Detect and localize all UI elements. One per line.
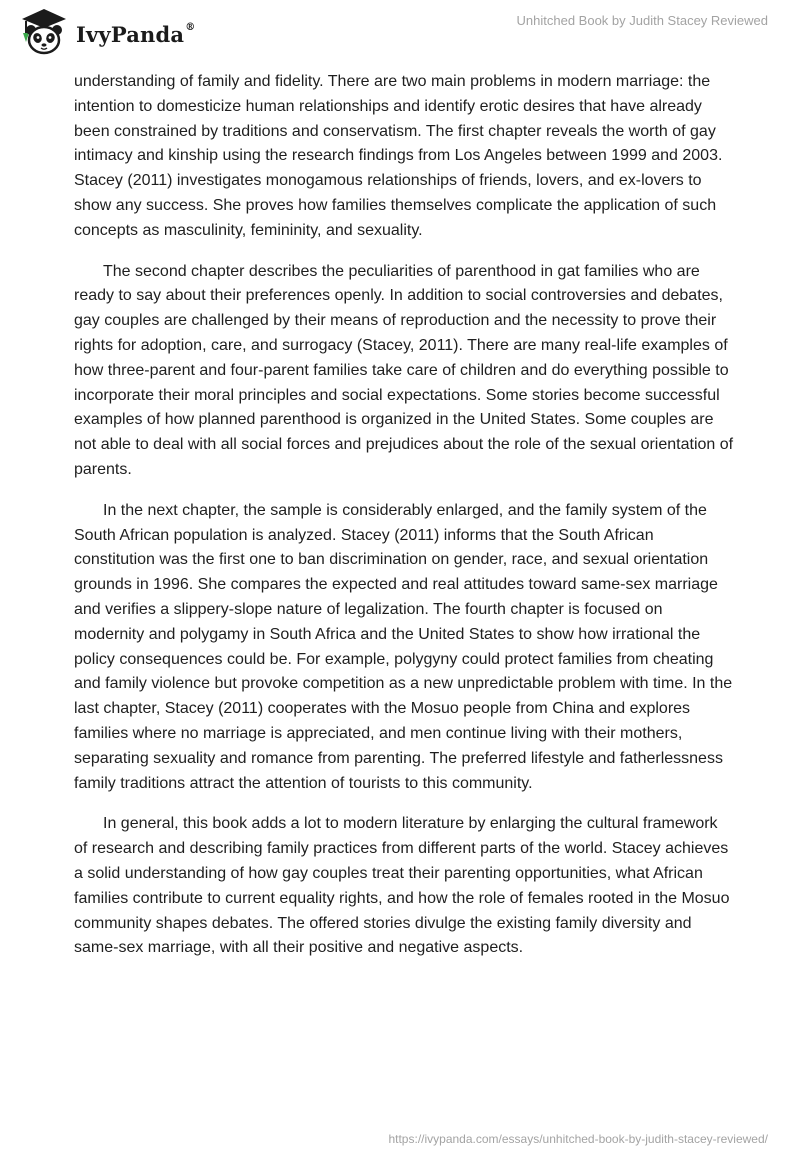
brand-name: IvyPanda® <box>76 21 196 47</box>
source-url[interactable]: https://ivypanda.com/essays/unhitched-book-by-judith-stacey-reviewed/ <box>388 1132 768 1146</box>
paragraph-4: In general, this book adds a lot to modern literature by enlarging the cultural framework of research and describing family practices from different parts of the world. Stacey achieves a solid understanding of how gay couples treat their parenting opportunities, what African families contribute to current equality rights, and how the role of females rooted in the Mosuo community shapes debates. The offered stories divulge the existing family diversity and same-sex marriage, with all their positive and negative aspects. <box>74 815 730 957</box>
paragraph-2: The second chapter describes the peculiarities of parenthood in gat families who are ready to say about their preferences openly. In addition to social controversies and debates, gay couples are challenged by their means of reproduction and the necessity to prove their rights for adoption, care, and surrogacy (Stacey, 2011). There are many real-life examples of how three-parent and four-parent families take care of children and do everything possible to incorporate their moral principles and social expectations. Some stories become successful examples of how planned parenthood is organized in the United States. Some couples are not able to deal with all social forces and prejudices about the role of the sexual orientation of parents. <box>74 262 734 478</box>
paragraph-1: understanding of family and fidelity. There are two main problems in modern marriage: the intention to domesticize human relationships and identify erotic desires that have already been constrained by traditions and conservatism. The first chapter reveals the worth of gay intimacy and kinship using the research findings from Los Angeles between 1999 and 2003. Stacey (2011) investigates monogamous relationships of friends, lovers, and ex-lovers to show any success. She proves how families themselves complicate the application of such concepts as masculinity, femininity, and sexuality. <box>74 73 723 239</box>
paragraph-3: In the next chapter, the sample is considerably enlarged, and the family system of the South African population is analyzed. Stacey (2011) informs that the South African constitution was the first one to ban discrimination on gender, race, and sexual orientation grounds in 1996. She compares the expected and real attitudes toward same-sex marriage and verifies a slippery-slope nature of legalization. The fourth chapter is focused on modernity and polygamy in South Africa and the United States to show how irrational the policy consequences could be. For example, polygyny could protect families from cheating and family violence but provoke competition as a new unpredictable problem with time. In the last chapter, Stacey (2011) cooperates with the Mosuo people from China and explores families where no marriage is appreciated, and men continue living with their mothers, separating sexuality and romance from parenting. The preferred lifestyle and fatherlessness family traditions attract the attention of tourists to this community. <box>74 501 733 792</box>
registered-mark: ® <box>185 21 196 33</box>
page-header <box>0 0 800 64</box>
essay-body <box>74 70 734 977</box>
document-title: Unhitched Book by Judith Stacey Reviewed <box>516 13 768 28</box>
panda-logo-icon <box>14 6 74 58</box>
ivypanda-logo[interactable] <box>14 6 195 58</box>
